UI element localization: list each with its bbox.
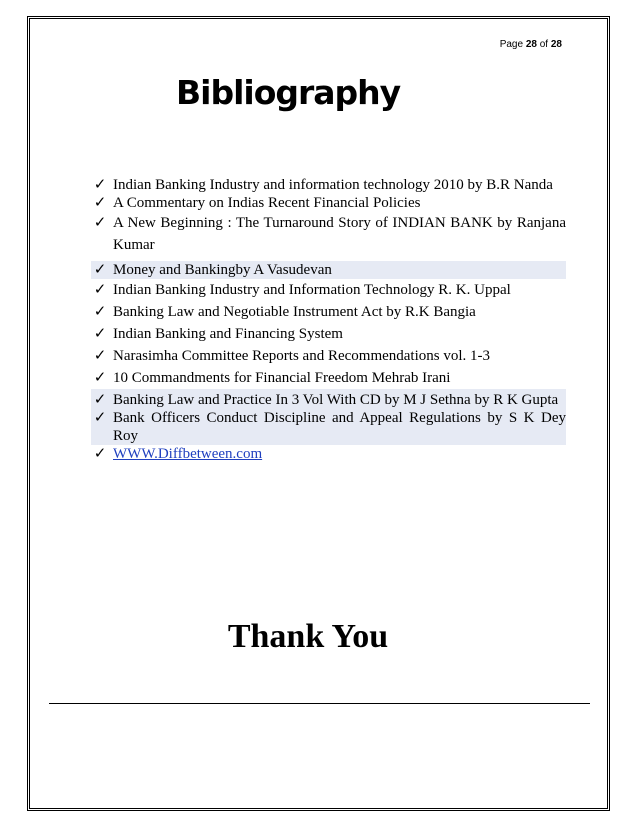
list-item: ✓ Indian Banking Industry and information technology 2010 by B.R Nanda [93,177,553,193]
list-item: ✓ A New Beginning : The Turnaround Story of INDIAN BANK by Ranjana Kumar [91,212,566,256]
checkmark-icon: ✓ [93,215,107,231]
list-item: ✓ Narasimha Committee Reports and Recommendations vol. 1-3 [93,348,491,364]
checkmark-icon: ✓ [93,370,107,386]
list-item: ✓ A Commentary on Indias Recent Financial Policies [93,195,421,211]
list-item: ✓ Banking Law and Negotiable Instrument Act by R.K Bangia [93,304,476,320]
checkmark-icon: ✓ [93,177,107,193]
list-item [91,445,566,463]
closing-heading: Thank You [227,618,389,655]
checkmark-icon: ✓ [93,410,107,426]
checkmark-icon: ✓ [93,348,107,364]
diffbetween-link[interactable]: WWW.Diffbetween.com [113,446,263,462]
checkmark-icon: ✓ [93,195,107,211]
list-item: ✓ Bank Officers Conduct Discipline and Appeal Regulations by S K Dey Roy [91,409,566,445]
checkmark-icon: ✓ [93,326,107,342]
page-title: Bibliography [176,73,401,112]
list-item: ✓ Banking Law and Practice In 3 Vol With CD by M J Sethna by R K Gupta [91,389,566,409]
list-item: ✓ 10 Commandments for Financial Freedom Mehrab Irani [93,370,451,386]
list-item: ✓ Indian Banking Industry and Information Technology R. K. Uppal [93,282,511,298]
divider [49,703,590,704]
list-item: ✓ Indian Banking and Financing System [93,326,343,342]
bibliography-list [91,176,566,463]
checkmark-icon: ✓ [93,392,107,408]
checkmark-icon: ✓ [93,304,107,320]
checkmark-icon: ✓ [93,446,107,462]
checkmark-icon: ✓ [93,282,107,298]
checkmark-icon: ✓ [93,262,107,278]
list-item: ✓ Money and Bankingby A Vasudevan [91,261,566,279]
page-number: Page 28 of 28 [499,39,562,50]
